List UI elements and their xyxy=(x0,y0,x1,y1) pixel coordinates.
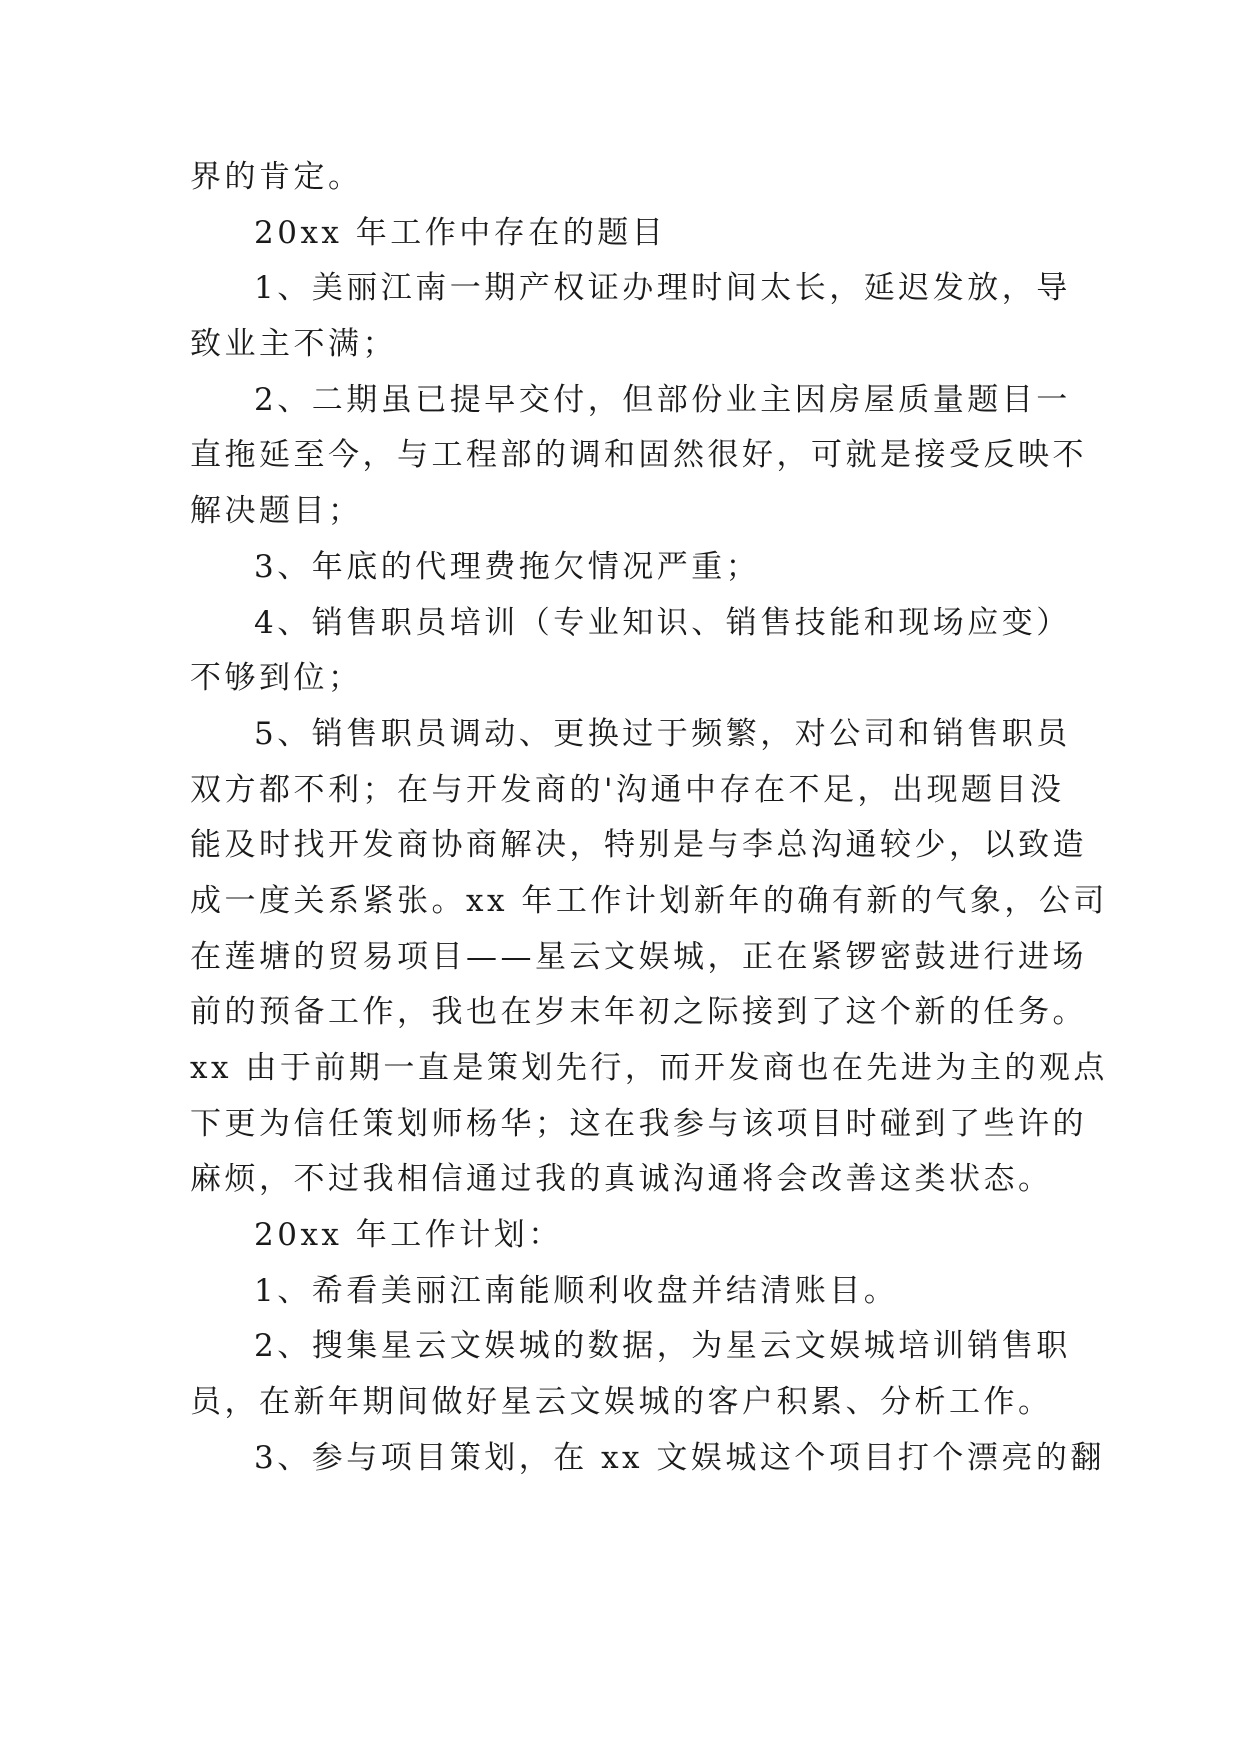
text-line: 致业主不满； xyxy=(190,326,397,363)
text-line: 20xx 年工作中存在的题目 xyxy=(254,214,667,251)
text-line: 在莲塘的贸易项目——星云文娱城，正在紧锣密鼓进行进场 xyxy=(190,938,1087,975)
text-line: 解决题目； xyxy=(190,493,363,530)
text-line: 1、美丽江南一期产权证办理时间太长，延迟发放，导 xyxy=(254,270,1071,307)
text-line: 前的预备工作，我也在岁末年初之际接到了这个新的任务。 xyxy=(190,994,1087,1031)
text-line: 5、销售职员调动、更换过于频繁，对公司和销售职员 xyxy=(254,715,1071,752)
text-line: xx 由于前期一直是策划先行，而开发商也在先进为主的观点 xyxy=(190,1050,1108,1086)
text-line: 麻烦，不过我相信通过我的真诚沟通将会改善这类状态。 xyxy=(190,1161,1053,1198)
text-line: 双方都不利；在与开发商的'沟通中存在不足，出现题目没 xyxy=(190,771,1065,808)
text-line: 4、销售职员培训（专业知识、销售技能和现场应变） xyxy=(254,604,1071,641)
text-line: 员，在新年期间做好星云文娱城的客户积累、分析工作。 xyxy=(190,1384,1053,1421)
text-line: 3、年底的代理费拖欠情况严重； xyxy=(254,548,761,585)
document-body xyxy=(190,150,1108,1487)
text-line: 能及时找开发商协商解决，特别是与李总沟通较少，以致造 xyxy=(190,827,1087,864)
text-line: 3、参与项目策划，在 xx 文娱城这个项目打个漂亮的翻 xyxy=(254,1439,1105,1476)
text-line: 界的肯定。 xyxy=(190,159,363,195)
text-line: 成一度关系紧张。xx 年工作计划新年的确有新的气象，公司 xyxy=(190,882,1108,919)
text-line: 直拖延至今，与工程部的调和固然很好，可就是接受反映不 xyxy=(190,437,1087,474)
text-line: 2、二期虽已提早交付，但部份业主因房屋质量题目一 xyxy=(254,381,1071,418)
text-line: 不够到位； xyxy=(190,660,363,697)
text-line: 20xx 年工作计划： xyxy=(254,1217,563,1254)
text-line: 下更为信任策划师杨华；这在我参与该项目时碰到了些许的 xyxy=(190,1105,1087,1142)
text-line: 1、希看美丽江南能顺利收盘并结清账目。 xyxy=(254,1272,899,1309)
text-line: 2、搜集星云文娱城的数据，为星云文娱城培训销售职 xyxy=(254,1328,1071,1365)
